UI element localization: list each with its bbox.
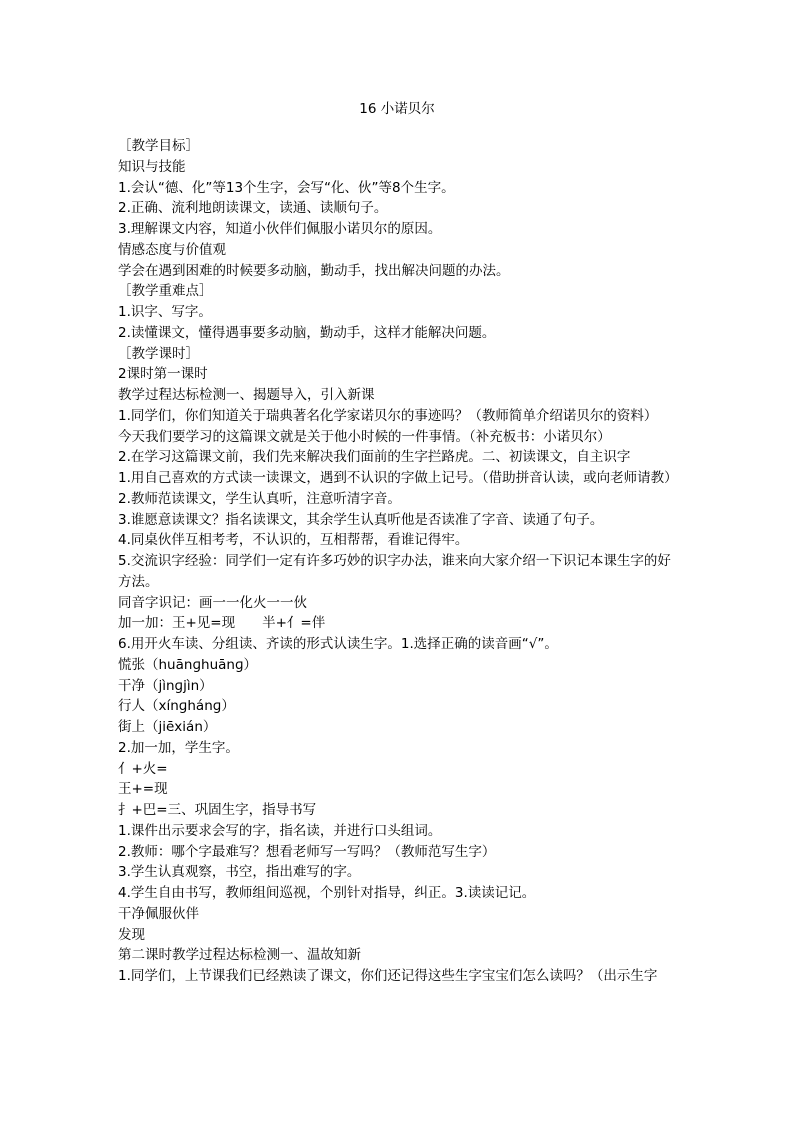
document-body (118, 136, 680, 987)
paragraph-line: 2.读懂课文，懂得遇事要多动脑，勤动手，这样才能解决问题。 (118, 324, 496, 341)
paragraph-line: 教学过程达标检测一、揭题导入，引入新课 (118, 387, 375, 403)
paragraph-line: 4.学生自由书写，教师组间巡视，个别针对指导，纠正。3.读读记记。 (118, 885, 536, 901)
paragraph-line: 行人（xínɡhánɡ） (118, 698, 235, 715)
paragraph-line: 今天我们要学习的这篇课文就是关于他小时候的一件事情。（补充板书：小诺贝尔） (118, 428, 611, 445)
paragraph-line: 同音字识记：画一一化火一一伙 (118, 594, 307, 611)
paragraph-line: 4.同桌伙伴互相考考，不认识的，互相帮帮，看谁记得牢。 (118, 532, 469, 549)
paragraph-line: 3.谁愿意读课文？指名读课文，其余学生认真听他是否读准了字音、读通了句子。 (118, 511, 604, 528)
paragraph-line: 街上（jiēxián） (118, 719, 217, 735)
paragraph-line: 慌张（huānɡhuānɡ） (118, 656, 258, 673)
paragraph-line: 2.正确、流利地朗读课文，读通、读顺句子。 (118, 200, 388, 217)
paragraph-line: 1.同学们，你们知道关于瑞典著名化学家诺贝尔的事迹吗？（教师简单介绍诺贝尔的资料） (118, 407, 658, 424)
paragraph-line: 2课时第一课时 (118, 366, 208, 383)
paragraph-line: 王+=现 (118, 781, 168, 798)
paragraph-line: 干净佩服伙伴 (118, 905, 199, 922)
paragraph-line: 发现 (118, 926, 145, 943)
paragraph-line: 加一加：王+见=现 半+亻=伴 (118, 615, 326, 632)
section-heading-key-points: ［教学重难点］ (118, 283, 213, 300)
paragraph-line: 1.同学们，上节课我们已经熟读了课文，你们还记得这些生字宝宝们怎么读吗？（出示生字 (118, 968, 658, 984)
paragraph-line: 5.交流识字经验：同学们一定有许多巧妙的识字办法，谁来向大家介绍一下识记本课生字的好方法。 (118, 553, 671, 590)
section-heading-periods: ［教学课时］ (118, 345, 199, 362)
subheading-knowledge-skills: 知识与技能 (118, 158, 186, 175)
paragraph-line: 干净（jìnɡjìn） (118, 677, 213, 694)
paragraph-line: 2.教师：哪个字最难写？想看老师写一写吗？（教师范写生字） (118, 843, 496, 860)
paragraph-line: 2.教师范读课文，学生认真听，注意听清字音。 (118, 490, 401, 507)
paragraph-line: 2.加一加，学生字。 (118, 739, 239, 756)
paragraph-line: 2.在学习这篇课文前，我们先来解决我们面前的生字拦路虎。二、初读课文，自主识字 (118, 449, 631, 466)
paragraph-line: 6.用开火车读、分组读、齐读的形式认读生字。1.选择正确的读音画“√”。 (118, 636, 558, 652)
paragraph-line: 第二课时教学过程达标检测一、温故知新 (118, 947, 361, 964)
paragraph-line: 3.理解课文内容，知道小伙伴们佩服小诺贝尔的原因。 (118, 221, 442, 237)
paragraph-line: 1.会认“德、化”等13个生字，会写“化、伙”等8个生字。 (118, 179, 455, 196)
paragraph-line: 3.学生认真观察，书空，指出难写的字。 (118, 864, 361, 881)
paragraph-line: 1.识字、写字。 (118, 304, 212, 320)
paragraph-line: 扌+巴=三、巩固生字，指导书写 (118, 802, 317, 818)
subheading-attitude-values: 情感态度与价值观 (118, 241, 226, 258)
paragraph-line: 亻+火= (118, 760, 168, 777)
section-heading-objectives: ［教学目标］ (118, 138, 199, 154)
paragraph-line: 学会在遇到困难的时候要多动脑，勤动手，找出解决问题的办法。 (118, 262, 510, 279)
paragraph-line: 1.课件出示要求会写的字，指名读，并进行口头组词。 (118, 822, 442, 839)
paragraph-line: 1.用自己喜欢的方式读一读课文，遇到不认识的字做上记号。（借助拼音认读，或向老师请教） (118, 470, 678, 486)
document-title: 16 小诺贝尔 (359, 101, 435, 117)
